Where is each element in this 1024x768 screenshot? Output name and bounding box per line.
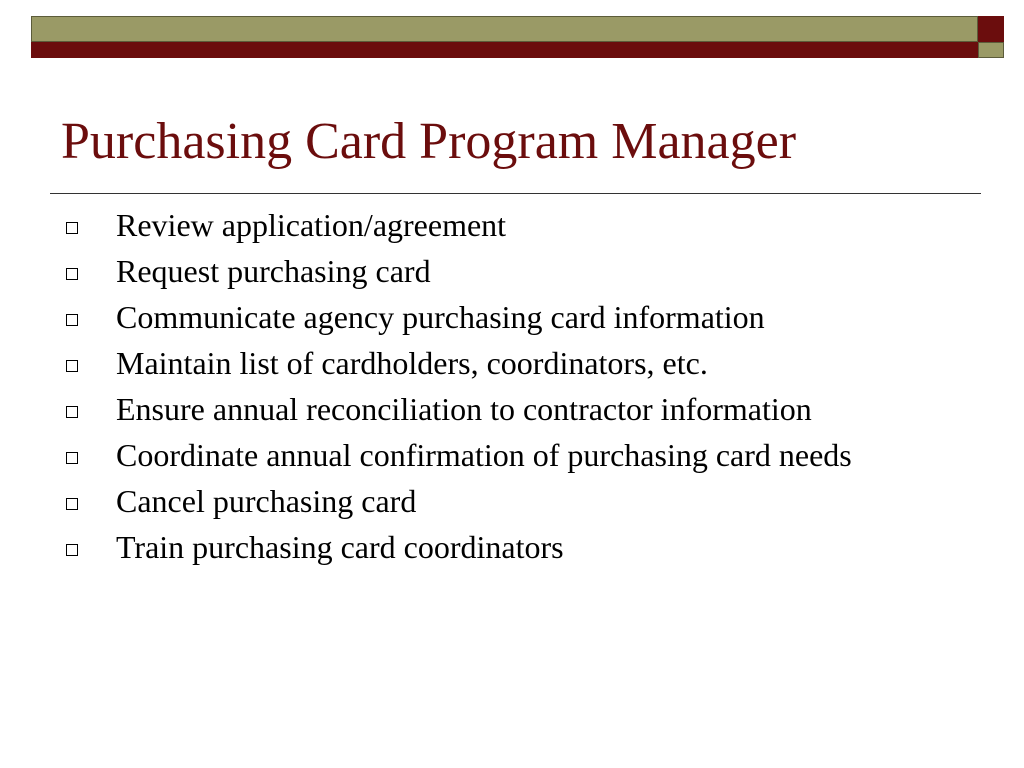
hollow-square-icon [66,222,78,234]
list-item [62,252,962,290]
hollow-square-icon [66,268,78,280]
list-item [62,528,962,566]
header-maroon-bar [31,42,978,58]
slide-title: Purchasing Card Program Manager [61,113,797,170]
bullet-list [62,206,962,574]
header-maroon-square [978,16,1004,42]
bullet-text: Train purchasing card coordinators [116,529,564,565]
hollow-square-icon [66,498,78,510]
header-olive-square [978,42,1004,58]
list-item [62,298,962,336]
list-item [62,344,962,382]
hollow-square-icon [66,544,78,556]
bullet-text: Maintain list of cardholders, coordinators, etc. [116,345,708,381]
bullet-text: Ensure annual reconciliation to contractor information [116,391,812,427]
list-item [62,436,962,474]
list-item [62,206,962,244]
title-divider [50,193,981,194]
hollow-square-icon [66,452,78,464]
hollow-square-icon [66,360,78,372]
bullet-text: Communicate agency purchasing card information [116,299,765,335]
list-item [62,482,962,520]
bullet-text: Review application/agreement [116,207,507,243]
bullet-text: Request purchasing card [116,253,431,289]
bullet-text: Cancel purchasing card [116,483,417,519]
header-olive-bar [31,16,978,42]
hollow-square-icon [66,314,78,326]
bullet-text: Coordinate annual confirmation of purchasing card needs [116,437,852,473]
list-item [62,390,962,428]
hollow-square-icon [66,406,78,418]
